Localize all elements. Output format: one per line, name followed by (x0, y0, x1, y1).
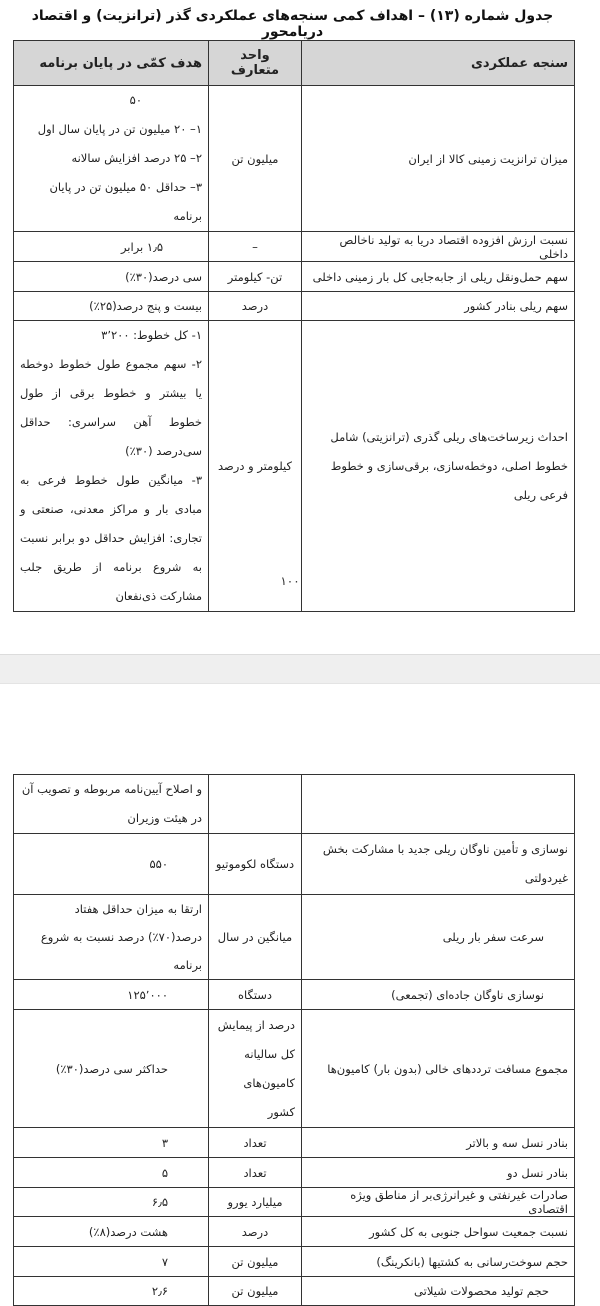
cell-metric: سرعت سفر بار ریلی (302, 895, 575, 980)
table-row (14, 1010, 575, 1128)
cell-metric: نسبت جمعیت سواحل جنوبی به کل کشور (302, 1217, 575, 1247)
cell-metric: صادرات غیرنفتی و غیرانرژی‌بر از مناطق ویژه اقتصادی (302, 1188, 575, 1217)
document-page-2 (0, 684, 600, 1298)
cell-goal: و اصلاح آیین‌نامه مربوطه و تصویب آن در هیئت وزیران (14, 775, 209, 834)
cell-goal: ۵۵۰ (14, 834, 209, 895)
goal-line: ۲– ۲۵ درصد افزایش سالانه (71, 151, 202, 165)
cell-metric: بنادر نسل دو (302, 1158, 575, 1188)
cell-metric (302, 775, 575, 834)
cell-goal: ۵ (14, 1158, 209, 1188)
table-row (14, 834, 575, 895)
cell-metric: حجم سوخت‌رسانی به کشتیها (بانکرینگ) (302, 1247, 575, 1277)
table-row (14, 1128, 575, 1158)
cell-unit: میلیون تن (209, 1277, 302, 1306)
cell-unit (209, 775, 302, 834)
table-row (14, 292, 575, 321)
cell-unit: – (209, 232, 302, 262)
cell-unit: میانگین در سال (209, 895, 302, 980)
table-row (14, 232, 575, 262)
table-row (14, 321, 575, 612)
cell-unit: تعداد (209, 1158, 302, 1188)
table-row (14, 1158, 575, 1188)
cell-metric: بنادر نسل سه و بالاتر (302, 1128, 575, 1158)
goal-line: ۳– حداقل ۵۰ میلیون تن در پایان برنامه (49, 180, 202, 223)
table-row (14, 1188, 575, 1217)
cell-metric: مجموع مسافت ترددهای خالی (بدون بار) کامیون‌ها (302, 1010, 575, 1128)
cell-metric: نسبت ارزش افزوده اقتصاد دریا به تولید ناخالص داخلی (302, 232, 575, 262)
table-row (14, 775, 575, 834)
table-row (14, 980, 575, 1010)
goal-line: ۵۰ (129, 93, 142, 107)
metrics-table-part-1 (13, 40, 575, 612)
page-number: ۱۰۰ (280, 574, 300, 588)
goal-line: ۱- کل خطوط: ۳٬۲۰۰ (101, 328, 202, 342)
table-header-row (14, 41, 575, 86)
goal-line: ۲- سهم مجموع طول خطوط دوخطه یا بیشتر و خطوط برقی از طول خطوط آهن سراسری: حداقل سی‌درصد (۳۰٪) (20, 357, 202, 458)
cell-goal: ارتقا به میزان حداقل هفتاد درصد(۷۰٪) درصد نسبت به شروع برنامه (14, 895, 209, 980)
table-row (14, 1277, 575, 1306)
cell-metric: میزان ترانزیت زمینی کالا از ایران (302, 86, 575, 232)
cell-unit: درصد (209, 1217, 302, 1247)
cell-goal (14, 86, 209, 232)
table-row (14, 895, 575, 980)
cell-unit: دستگاه (209, 980, 302, 1010)
cell-unit: تن- کیلومتر (209, 262, 302, 292)
cell-unit: میلیون تن (209, 1247, 302, 1277)
cell-unit: دستگاه لکوموتیو (209, 834, 302, 895)
goal-line: ۱– ۲۰ میلیون تن در پایان سال اول (37, 122, 202, 136)
cell-unit: تعداد (209, 1128, 302, 1158)
cell-unit: درصد از پیمایش کل سالیانه کامیون‌های کشور (209, 1010, 302, 1128)
table-row (14, 1217, 575, 1247)
cell-goal: ۷ (14, 1247, 209, 1277)
cell-goal: بیست و پنج درصد(۲۵٪) (14, 292, 209, 321)
table-row (14, 1247, 575, 1277)
header-metric: سنجه عملکردی (302, 41, 575, 86)
cell-unit: میلیون تن (209, 86, 302, 232)
cell-metric: نوسازی و تأمین ناوگان ریلی جدید با مشارکت بخش غیردولتی (302, 834, 575, 895)
cell-goal: ۱٫۵ برابر (14, 232, 209, 262)
cell-metric: سهم حمل‌ونقل ریلی از جابه‌جایی کل بار زمینی داخلی (302, 262, 575, 292)
cell-goal: هشت درصد(۸٪) (14, 1217, 209, 1247)
cell-goal: حداکثر سی درصد(۳۰٪) (14, 1010, 209, 1128)
cell-metric: حجم تولید محصولات شیلاتی (302, 1277, 575, 1306)
cell-unit: کیلومتر و درصد (209, 321, 302, 612)
table-row (14, 262, 575, 292)
cell-goal: ۳ (14, 1128, 209, 1158)
cell-goal: سی درصد(۳۰٪) (14, 262, 209, 292)
page-separator (0, 654, 600, 684)
cell-metric: سهم ریلی بنادر کشور (302, 292, 575, 321)
table-title: جدول شماره (۱۳) – اهداف کمی سنجه‌های عملکردی گذر (ترانزیت) و اقتصاد دریامحور (31, 8, 554, 40)
table-row (14, 86, 575, 232)
cell-goal (14, 321, 209, 612)
metrics-table-part-2 (13, 774, 575, 1306)
cell-goal: ۱۲۵٬۰۰۰ (14, 980, 209, 1010)
cell-goal: ۲٫۶ (14, 1277, 209, 1306)
header-unit: واحد متعارف (209, 41, 302, 86)
cell-unit: درصد (209, 292, 302, 321)
cell-unit: میلیارد یورو (209, 1188, 302, 1217)
goal-line: ۳- میانگین طول خطوط فرعی به مبادی بار و مراکز معدنی، صنعتی و تجاری: افزایش حداقل دو برابر نسبت به شروع برنامه از طریق جلب مشارکت ذی‌نفعان (20, 473, 202, 603)
cell-metric: نوسازی ناوگان جاده‌ای (تجمعی) (302, 980, 575, 1010)
header-goal: هدف کمّی در پایان برنامه (14, 41, 209, 86)
cell-metric: احداث زیرساخت‌های ریلی گذری (ترانزیتی) شامل خطوط اصلی، دوخطه‌سازی، برقی‌سازی و خطوط فرعی ریلی (302, 321, 575, 612)
cell-goal: ۶٫۵ (14, 1188, 209, 1217)
